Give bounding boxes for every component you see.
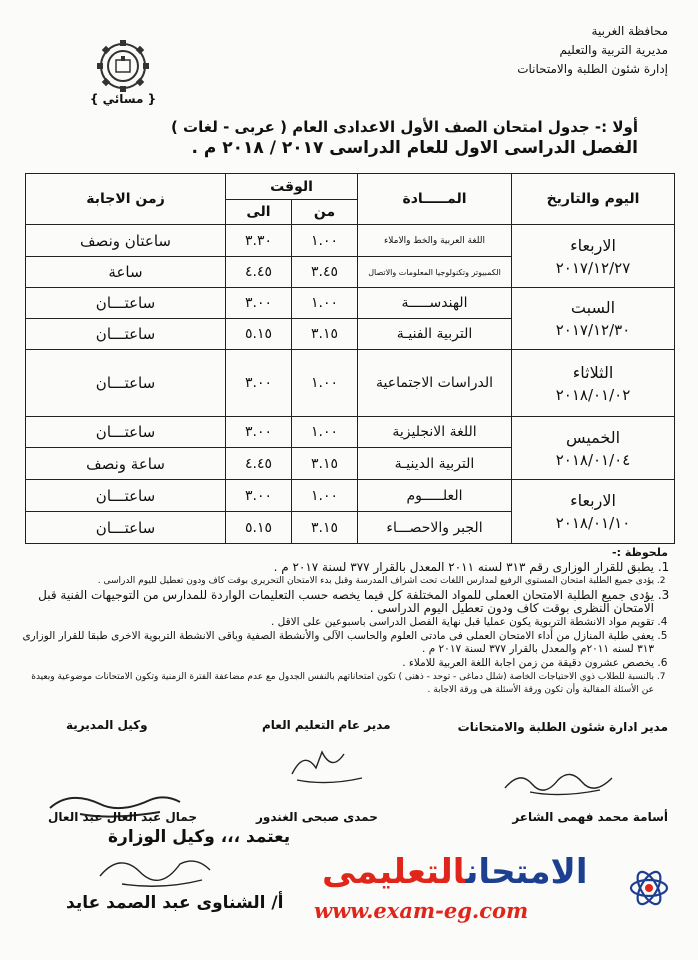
exam-schedule-table [25, 173, 675, 544]
end-time: ٣.٠٠ [226, 288, 292, 319]
subject-cell: اللغة الانجليزية [358, 417, 512, 448]
end-time: ٣.٠٠ [226, 417, 292, 448]
signatory-name: أسامة محمد فهمى الشاعر [512, 810, 668, 824]
start-time: ٣.١٥ [292, 319, 358, 350]
day-name: الاربعاء [570, 235, 616, 255]
subject-cell: العلـــــوم [358, 480, 512, 512]
handwritten-signature [282, 738, 372, 788]
signature-title: وكيل المديرية [66, 718, 148, 732]
note-item: 5. يعفى طلبة المنازل من أداء الامتحان العملى فى مادتى العلوم والحاسب الآلى والأنشطة الصفية وباقى الانشطة التربوية الاخرى طبقا للقرار الوزارى ٣١٣ لسنه ٢٠١١م والمعدل بالقرار ٣٧٧ لسنة ٢٠١٧ م . [18, 630, 654, 656]
header-time: الوقت [226, 174, 358, 200]
note-item: 2. يؤدى جميع الطلبة امتحان المستوى الرفيع لمدارس اللغات تحت اشراف المدرسة وقبل بدء الامتحان التحريرى بوقت كاف ودون تعطيل لليوم الدراسى . [18, 575, 654, 588]
signatory-name: جمال عبد العال عبد العال [48, 810, 197, 824]
schedule-subtitle: الفصل الدراسى الاول للعام الدراسى ٢٠١٧ / ٢٠١٨ م . [191, 138, 638, 158]
day-date-cell [512, 417, 675, 480]
table-row [26, 288, 675, 319]
day-date-cell [512, 480, 675, 544]
note-item: 4. تقويم مواد الانشطة التربوية يكون عمليا قبل نهاية الفصل الدراسى باسبوعين على الاقل . [18, 616, 654, 629]
duration-cell: ساعة [26, 257, 226, 288]
table-row [26, 350, 675, 417]
header-line: مديرية التربية والتعليم [559, 43, 668, 57]
end-time: ٣.٠٠ [226, 480, 292, 512]
exam-date: ٢٠١٧/١٢/٢٧ [555, 258, 631, 277]
start-time: ١.٠٠ [292, 225, 358, 257]
end-time: ٣.٣٠ [226, 225, 292, 257]
table-row [26, 417, 675, 448]
duration-cell: ساعتـــان [26, 319, 226, 350]
note-item: 7. بالنسبة للطلاب ذوي الاحتياجات الخاصة (شلل دماغى - توحد - ذهنى ) تكون امتحاناتهم بالنفس الجدول مع عدم مضاعفة الفترة الزمنية وتكون الامتحانات موضوعية وبعيدة عن الأسئلة المقالية وأن تكون ورقة الأسئلة هى ورقة الاجابة . [18, 671, 654, 697]
subject-cell: الكمبيوتر وتكنولوجيا المعلومات والاتصال [358, 257, 512, 288]
handwritten-signature [500, 760, 620, 800]
subject-cell: التربية الدينيـة [358, 448, 512, 480]
day-name: الخميس [565, 427, 621, 447]
signature-title: مدير عام التعليم العام [262, 718, 391, 732]
exam-date: ٢٠١٨/٠١/٠٢ [555, 385, 631, 404]
duration-cell: ساعتان ونصف [26, 225, 226, 257]
header-line: إدارة شئون الطلبة والامتحانات [517, 62, 668, 76]
brand-part1: الامتحان [465, 852, 588, 892]
notes-section [18, 546, 668, 698]
exam-date: ٢٠١٨/٠١/٠٤ [555, 450, 631, 469]
day-date-cell [512, 225, 675, 288]
subject-cell: اللغة العربية والخط والاملاء [358, 225, 512, 257]
duration-cell: ساعتـــان [26, 350, 226, 417]
subject-cell: الهندســـــة [358, 288, 512, 319]
start-time: ٣.١٥ [292, 448, 358, 480]
brand-url: www.exam-eg.com [314, 898, 529, 923]
subject-cell: التربية الفنيـة [358, 319, 512, 350]
approval-label: يعتمد ،،، وكيل الوزارة [108, 827, 291, 847]
duration-cell: ساعتـــان [26, 512, 226, 544]
end-time: ٤.٤٥ [226, 448, 292, 480]
evening-session-label: { مسائي } [89, 92, 157, 106]
subject-cell: الجبر والاحصـــاء [358, 512, 512, 544]
header-from: من [292, 200, 358, 225]
start-time: ١.٠٠ [292, 480, 358, 512]
header-day-date: اليوم والتاريخ [512, 174, 675, 225]
day-date-cell [512, 350, 675, 417]
header-duration: زمن الاجابة [26, 174, 226, 225]
start-time: ١.٠٠ [292, 350, 358, 417]
signature-title: مدير ادارة شئون الطلبة والامتحانات [457, 720, 668, 734]
duration-cell: ساعتـــان [26, 288, 226, 319]
duration-cell: ساعة ونصف [26, 448, 226, 480]
end-time: ٤.٤٥ [226, 257, 292, 288]
header-to: الى [226, 200, 292, 225]
duration-cell: ساعتـــان [26, 480, 226, 512]
table-row [26, 225, 675, 257]
note-item: 6. يخصص عشرون دقيقة من زمن اجابة اللغة العربية للاملاء . [18, 657, 654, 670]
start-time: ٣.١٥ [292, 512, 358, 544]
day-name: الثلاثاء [572, 362, 614, 382]
notes-title: ملحوظة :- [612, 546, 668, 559]
day-name: الاربعاء [570, 491, 616, 510]
exam-date: ٢٠١٨/٠١/١٠ [555, 514, 631, 532]
day-date-cell [512, 288, 675, 350]
schedule-title: أولا :- جدول امتحان الصف الأول الاعدادى العام ( عربى - لغات ) [170, 118, 638, 136]
end-time: ٥.١٥ [226, 512, 292, 544]
day-name: السبت [570, 298, 616, 317]
duration-cell: ساعتـــان [26, 417, 226, 448]
signatory-name: حمدى صبحى الغندور [256, 810, 378, 824]
note-item: 3. يؤدى جميع الطلبة الامتحان العملى للمواد المختلفة كل فيما يخصه حسب التعليمات الواردة للمدارس من التوجيهات الفنية قبل الامتحان النظرى بوقت كاف ودون تعطيل اليوم الدراسى . [18, 589, 654, 615]
start-time: ١.٠٠ [292, 417, 358, 448]
brand-part2: التعليمى [322, 852, 466, 892]
note-item: 1. يطبق للقرار الوزارى رقم ٣١٣ لسنه ٢٠١١ المعدل بالقرار ٣٧٧ لسنة ٢٠١٧ م . [18, 561, 654, 574]
subject-cell: الدراسات الاجتماعية [358, 350, 512, 417]
table-row [26, 480, 675, 512]
start-time: ٣.٤٥ [292, 257, 358, 288]
header-subject: المـــــادة [358, 174, 512, 225]
end-time: ٣.٠٠ [226, 350, 292, 417]
end-time: ٥.١٥ [226, 319, 292, 350]
directorate-header [517, 22, 668, 79]
undersecretary-name: أ/ الشناوى عبد الصمد عايد [66, 893, 284, 913]
start-time: ١.٠٠ [292, 288, 358, 319]
brand-watermark [322, 852, 588, 892]
handwritten-signature [92, 846, 222, 892]
exam-date: ٢٠١٧/١٢/٣٠ [555, 321, 631, 339]
atom-icon [628, 858, 670, 916]
header-line: محافظة الغربية [591, 24, 668, 38]
